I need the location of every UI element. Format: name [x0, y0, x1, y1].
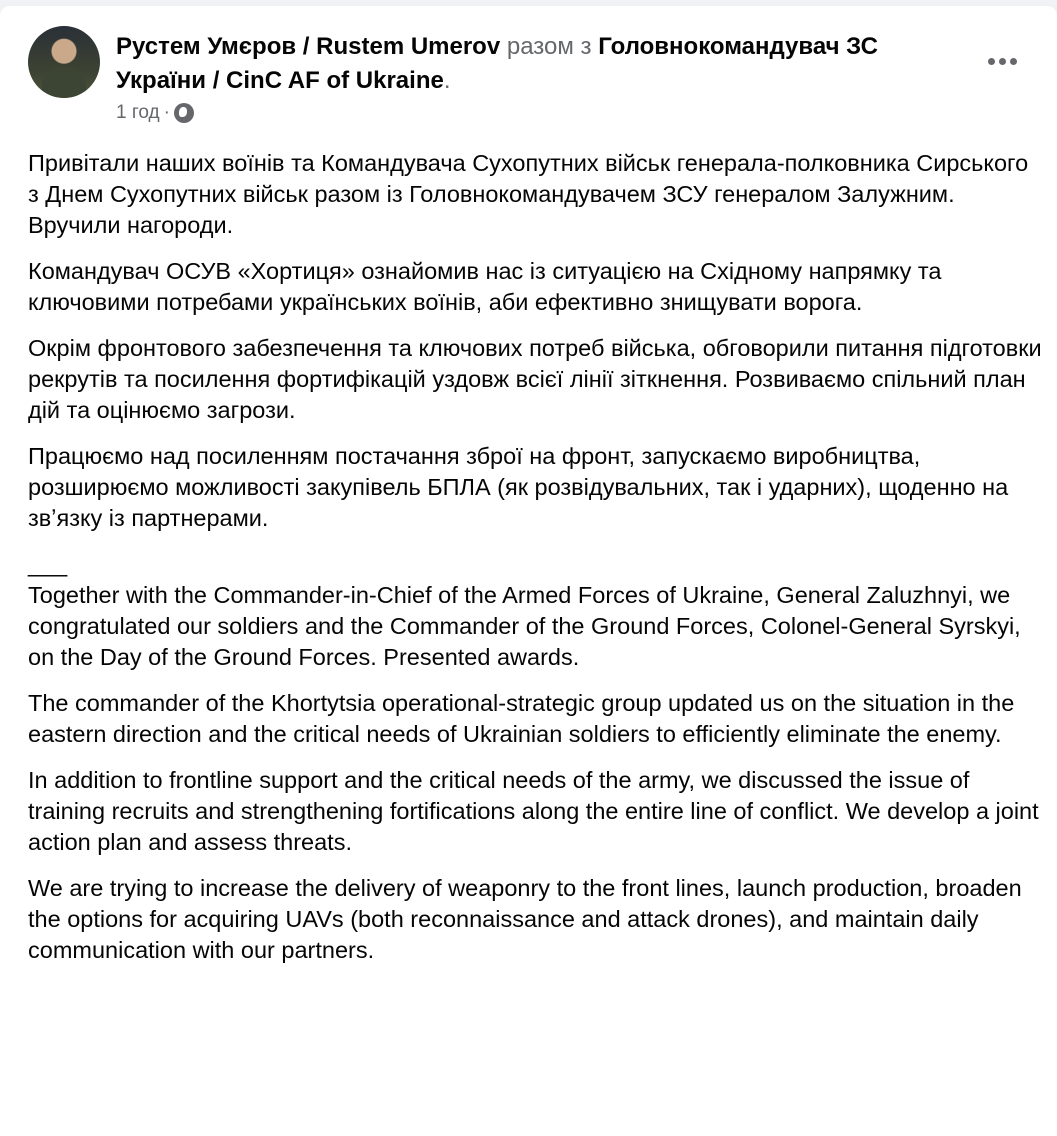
divider-line: ___ [28, 551, 68, 577]
paragraph: Командувач ОСУВ «Хортиця» ознайомив нас із ситуацією на Східному напрямку та ключовими потребами українських воїнів, аби ефективно знищувати ворога. [28, 258, 942, 315]
post-header [116, 30, 956, 98]
more-options-button[interactable] [984, 46, 1020, 76]
paragraph: Окрім фронтового забезпечення та ключових потреб війська, обговорили питання підготовки рекрутів та посилення фортифікацій уздовж всієї лінії зіткнення. Розвиваємо спільний план дій та оцінюємо загрози. [28, 335, 1042, 423]
ellipsis-dot [1010, 58, 1017, 65]
ellipsis-dot [999, 58, 1006, 65]
paragraph: Привітали наших воїнів та Командувача Сухопутних військ генерала-полковника Сирського з Днем Сухопутних військ разом із Головнокомандувачем ЗСУ генералом Залужним. Вручили нагороди. [28, 150, 1029, 238]
globe-icon[interactable] [174, 103, 194, 123]
with-text: разом з [506, 33, 592, 60]
paragraph: The commander of the Khortytsia operational-strategic group updated us on the situation in the eastern direction and the critical needs of Ukrainian soldiers to efficiently eliminate the enemy. [28, 690, 1015, 747]
ellipsis-icon [988, 58, 995, 65]
meta-separator: · [163, 102, 170, 123]
author-link[interactable]: Рустем Умєров / Rustem Umerov [116, 33, 501, 60]
paragraph: We are trying to increase the delivery of weaponry to the front lines, launch production, broaden the options for acquiring UAVs (both reconnaissance and attack drones), and maintain daily communication with our partners. [28, 875, 1022, 963]
post-text [28, 148, 1043, 981]
coauthor-link[interactable]: Головнокомандувач ЗС України / CinC AF of Ukraine [116, 33, 878, 94]
post-card [0, 6, 1057, 1136]
post-meta [116, 102, 194, 124]
paragraph: Працюємо над посиленням постачання зброї на фронт, запускаємо виробництва, розширюємо можливості закупівель БПЛА (як розвідувальних, так і ударних), щоденно на звʼязку із партнерами. [28, 443, 1009, 531]
paragraph: In addition to frontline support and the critical needs of the army, we discussed the issue of training recruits and strengthening fortifications along the entire line of conflict. We develop a joint action plan and assess threats. [28, 767, 1039, 855]
author-avatar[interactable] [28, 26, 100, 98]
paragraph: Together with the Commander-in-Chief of the Armed Forces of Ukraine, General Zaluzhnyi, we congratulated our soldiers and the Commander of the Ground Forces, Colonel-General Syrskyi, on the Day of the Ground Forces. Presented awards. [28, 582, 1021, 670]
period: . [443, 67, 451, 94]
timestamp[interactable]: 1 год [116, 102, 160, 123]
